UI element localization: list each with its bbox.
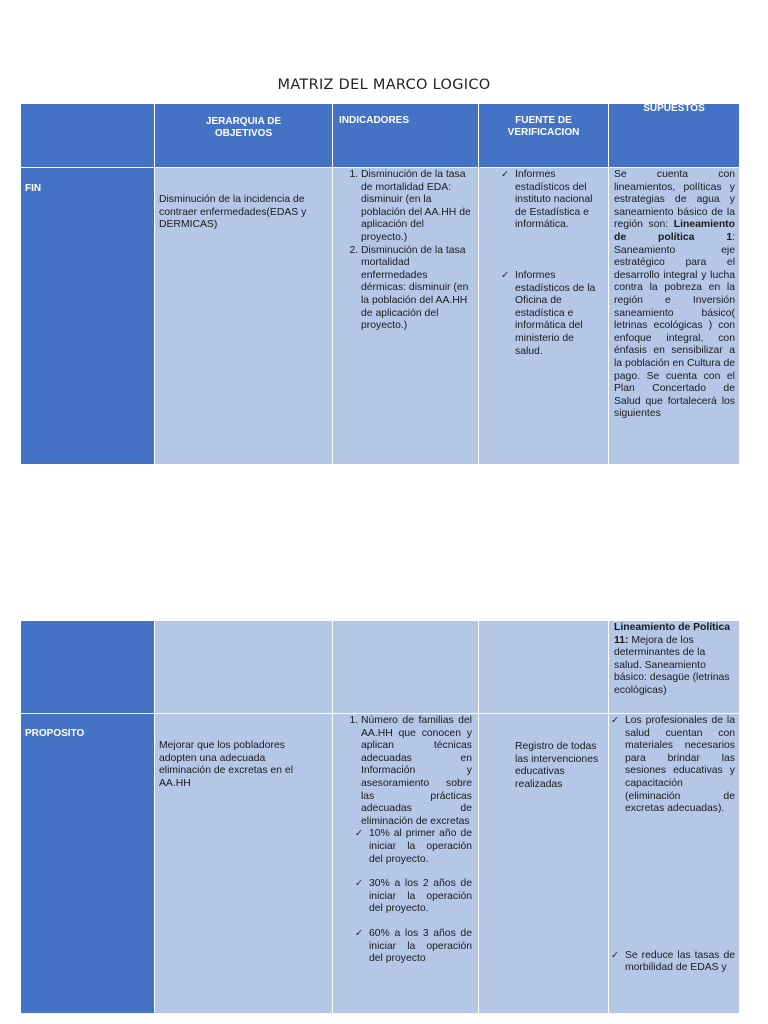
proposito-supuestos-cell [609, 714, 740, 1014]
fin-objetivo-cell [155, 168, 333, 465]
fin-lineamiento-label: Lineamiento de política 1 [614, 219, 735, 243]
proposito-indicador-1: 1. Número de familias del AA.HH que conocen y aplican técnicas adecuadas en Información y asesoramiento sobre las prácticas adecuadas de eliminación de excretas [361, 715, 472, 828]
fin-label-cell [21, 168, 155, 465]
header-fuente: FUENTE DE VERIFICACION [479, 104, 609, 168]
proposito-meta-1: ✓ 10% al primer año de iniciar la operación del proyecto. [353, 828, 472, 866]
proposito-row [21, 714, 740, 1014]
proposito-fuente: Registro de todas las intervenciones educativas realizadas [515, 741, 599, 790]
fin-label: FIN [25, 183, 42, 194]
fin-fuentes-cell [479, 168, 609, 465]
proposito-meta-3: ✓ 60% a los 3 años de iniciar la operación del proyecto [353, 928, 472, 966]
fin-indicadores-list [333, 168, 478, 333]
proposito-label: PROPOSITO [25, 728, 85, 739]
continuacion-row [21, 621, 740, 714]
fin-objetivo: Disminución de la incidencia de contraer enfermedades(EDAS y DERMICAS) [159, 194, 307, 231]
proposito-supuesto-2: ✓ Se reduce las tasas de morbilidad de EDAS y [609, 950, 735, 975]
proposito-label-cell [21, 714, 155, 1014]
fin-supuestos-intro: Se cuenta con lineamientos, políticas y estrategias de agua y saneamiento básico de la región son: [614, 169, 735, 231]
lineamiento-11-label: Lineamiento de Política 11: [614, 622, 731, 646]
continuacion-supuestos-cell [609, 621, 740, 714]
proposito-fuente-cell [479, 714, 609, 1014]
fin-indicador-1: 1. Disminución de la tasa de mortalidad EDA: disminuir (en la población del AA.HH de aplicación del proyecto.) [361, 169, 472, 245]
marco-logico-table-2 [20, 620, 740, 1014]
marco-logico-table-1 [20, 103, 740, 465]
fin-plan: Se cuenta con el Plan Concertado de Salud que fortalecerá los siguientes [614, 370, 735, 420]
header-indicadores: INDICADORES [333, 104, 479, 168]
continuacion-fuente-cell [479, 621, 609, 714]
fin-row [21, 168, 740, 465]
page-title: MATRIZ DEL MARCO LOGICO [277, 77, 491, 93]
proposito-metas-list [333, 828, 478, 965]
proposito-objetivo-cell [155, 714, 333, 1014]
proposito-supuestos-list [609, 714, 739, 975]
fin-lineamiento-text: : Saneamiento eje estratégico para el desarrollo integral y lucha contra la pobreza en la región e Inversión saneamiento básico( letrinas ecológicas ) con enfoque integral, con énfasis en sensibilizar a la población en Cultura de pago. [614, 231, 735, 382]
proposito-indicadores-cell [333, 714, 479, 1014]
header-supuestos: SUPUESTOS [609, 104, 740, 168]
fin-supuestos [609, 168, 739, 421]
fin-fuente-1: ✓ Informes estadísticos del instituto nacional de Estadística e informática. [499, 169, 604, 232]
proposito-meta-2: ✓ 30% a los 2 años de iniciar la operación del proyecto. [353, 878, 472, 916]
fin-indicador-2: 2. Disminución de la tasa mortalidad enfermedades dérmicas: disminuir (en la población del AA.HH de aplicación del proyecto.) [361, 245, 472, 333]
continuacion-indicadores-cell [333, 621, 479, 714]
fin-indicadores-cell [333, 168, 479, 465]
continuacion-objetivo-cell [155, 621, 333, 714]
lineamiento-11-text: Mejora de los determinantes de la salud. Saneamiento básico: desagüe (letrinas ecológicas) [614, 634, 730, 696]
header-jerarquia: JERARQUIA DE OBJETIVOS [155, 104, 333, 168]
continuacion-supuestos [609, 621, 739, 698]
fin-fuente-2: ✓ Informes estadísticos de la Oficina de estadística e informática del ministerio de salud. [499, 270, 604, 358]
fin-fuentes-list [479, 168, 608, 358]
continuacion-label-cell [21, 621, 155, 714]
proposito-indicadores-list [333, 714, 478, 828]
proposito-objetivo: Mejorar que los pobladores adopten una adecuada eliminación de excretas en el AA.HH [159, 740, 293, 789]
header-corner [21, 104, 155, 168]
proposito-supuesto-1: ✓ Los profesionales de la salud cuentan con materiales necesarios para brindar las sesiones educativas y capacitación (eliminación de excretas adecuadas). [609, 715, 735, 816]
header-row [21, 104, 740, 168]
fin-supuestos-cell [609, 168, 740, 465]
